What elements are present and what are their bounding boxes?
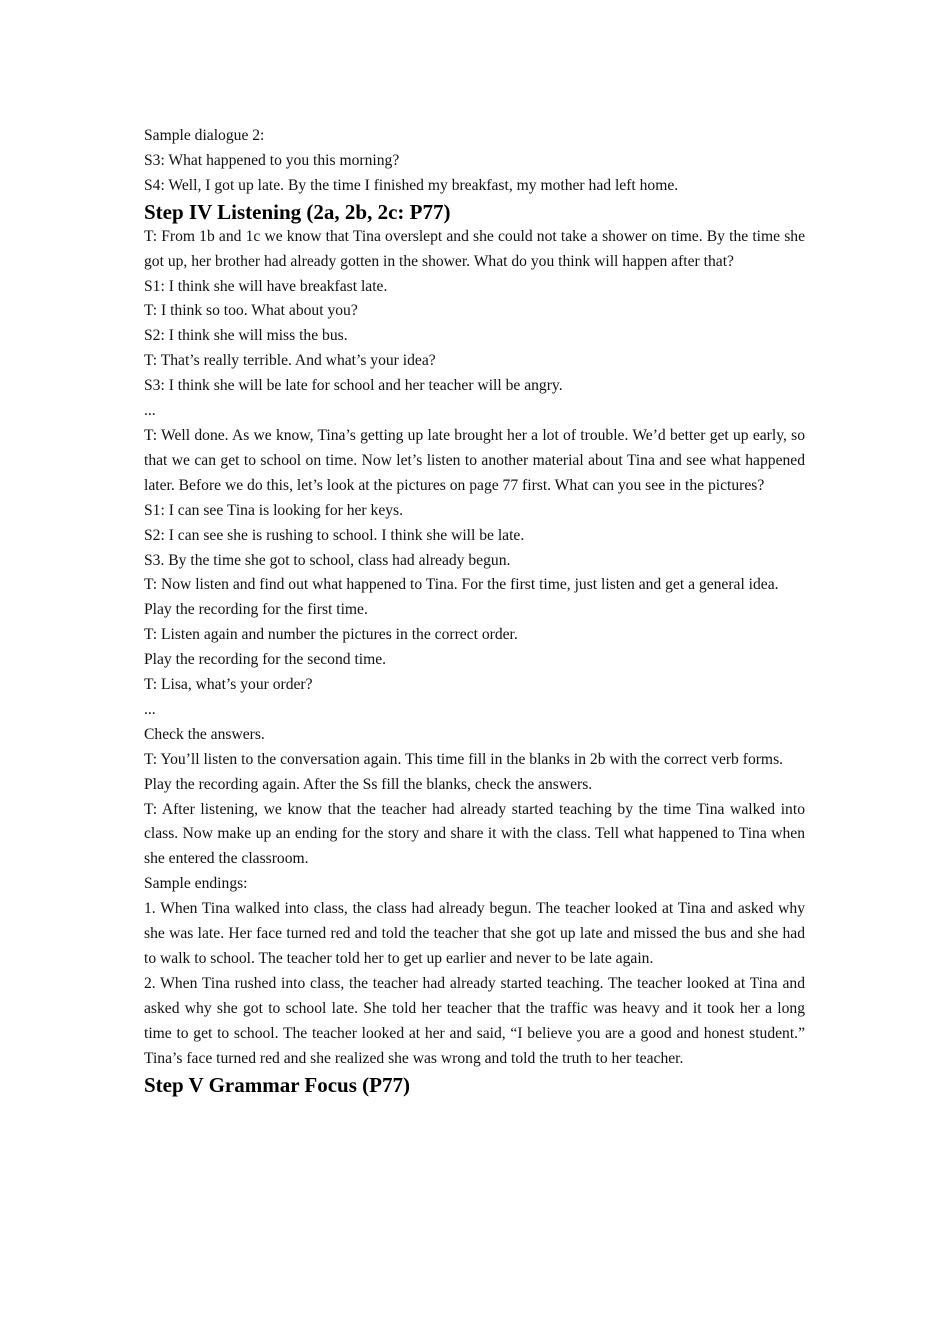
dialogue-line: S4: Well, I got up late. By the time I finished my breakfast, my mother had left home. bbox=[144, 176, 679, 194]
teacher-line: T: I think so too. What about you? bbox=[144, 302, 358, 320]
instruction-line: Play the recording again. After the Ss fill the blanks, check the answers. bbox=[144, 775, 593, 793]
ellipsis-line: ... bbox=[144, 402, 156, 420]
dialogue-line: S3: What happened to you this morning? bbox=[144, 151, 400, 169]
sample-endings-label: Sample endings: bbox=[144, 875, 248, 893]
teacher-line: T: Lisa, what’s your order? bbox=[144, 676, 313, 694]
document-page bbox=[144, 124, 805, 1098]
student-line: S3: I think she will be late for school and her teacher will be angry. bbox=[144, 377, 563, 395]
student-line: S2: I can see she is rushing to school. I think she will be late. bbox=[144, 526, 525, 544]
section-heading-step-v: Step V Grammar Focus (P77) bbox=[144, 1072, 410, 1097]
sample-ending-1: 1. When Tina walked into class, the class had already begun. The teacher looked at Tina and asked why she was late. Her face turned red and told the teacher that she got up late and missed the bus and she had to walk to school. The teacher told her to get up earlier and never to be late again. bbox=[144, 900, 805, 967]
dialogue-label: Sample dialogue 2: bbox=[144, 127, 265, 144]
teacher-line: T: Now listen and find out what happened to Tina. For the first time, just listen and get a general idea. bbox=[144, 576, 779, 594]
teacher-line: T: Listen again and number the pictures in the correct order. bbox=[144, 626, 518, 644]
section-heading-step-iv: Step IV Listening (2a, 2b, 2c: P77) bbox=[144, 199, 451, 224]
teacher-line: T: That’s really terrible. And what’s your idea? bbox=[144, 352, 436, 370]
instruction-line: Play the recording for the first time. bbox=[144, 601, 368, 619]
ellipsis-line: ... bbox=[144, 700, 156, 718]
teacher-line: T: From 1b and 1c we know that Tina overslept and she could not take a shower on time. By the time she got up, her brother had already gotten in the shower. What do you think will happen after that? bbox=[144, 227, 805, 270]
teacher-line: T: You’ll listen to the conversation again. This time fill in the blanks in 2b with the correct verb forms. bbox=[144, 750, 784, 768]
student-line: S3. By the time she got to school, class had already begun. bbox=[144, 551, 511, 569]
instruction-line: Check the answers. bbox=[144, 725, 265, 743]
instruction-line: Play the recording for the second time. bbox=[144, 651, 387, 669]
sample-ending-2: 2. When Tina rushed into class, the teacher had already started teaching. The teacher looked at Tina and asked why she got to school late. She told her teacher that the traffic was heavy and it took her a long time to get to school. The teacher looked at her and said, “I believe you are a good and honest student.” Tina’s face turned red and she realized she was wrong and told the truth to her teacher. bbox=[144, 974, 805, 1067]
student-line: S2: I think she will miss the bus. bbox=[144, 327, 348, 345]
student-line: S1: I can see Tina is looking for her keys. bbox=[144, 501, 404, 519]
student-line: S1: I think she will have breakfast late. bbox=[144, 277, 388, 295]
teacher-line: T: After listening, we know that the teacher had already started teaching by the time Tina walked into class. Now make up an ending for the story and share it with the class. Tell what happened to Tina when she entered the classroom. bbox=[144, 800, 805, 868]
teacher-line: T: Well done. As we know, Tina’s getting up late brought her a lot of trouble. We’d better get up early, so that we can get to school on time. Now let’s listen to another material about Tina and see what happened later. Before we do this, let’s look at the pictures on page 77 first. What can you see in the pictures? bbox=[144, 426, 805, 494]
